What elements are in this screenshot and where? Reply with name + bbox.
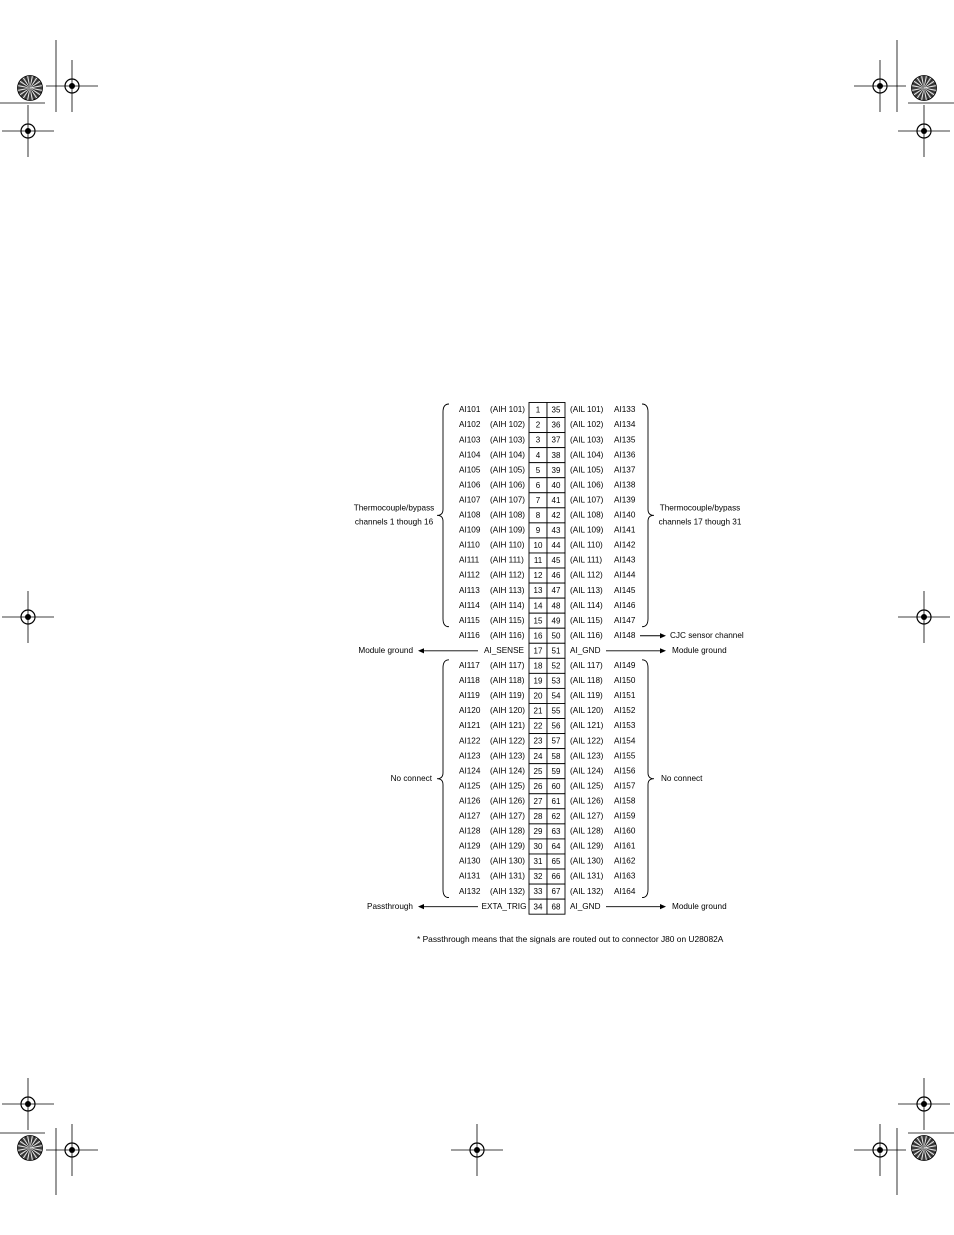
pin-number: 48 — [551, 601, 561, 611]
pin-number: 12 — [533, 571, 543, 581]
pin-number: 19 — [533, 676, 543, 686]
ail-label: (AIL 127) — [570, 811, 604, 821]
right-channel-label: AI156 — [614, 766, 636, 776]
annotation-module-ground-trig: Module ground — [672, 901, 727, 911]
pin-number: 15 — [533, 616, 543, 626]
left-channel-label: AI129 — [459, 841, 481, 851]
pin-number: 58 — [551, 751, 561, 761]
aih-label: (AIH 105) — [490, 465, 526, 475]
pin-number: 60 — [551, 781, 561, 791]
pin-number: 37 — [551, 435, 561, 445]
annotation-thermocouple-left: Thermocouple/bypass — [353, 503, 435, 513]
aih-label: (AIH 111) — [490, 555, 524, 565]
ail-label: (AIL 131) — [570, 871, 604, 881]
left-channel-label: AI101 — [459, 405, 481, 415]
ail-label: (AIL 102) — [570, 420, 604, 430]
pin-number: 56 — [551, 721, 561, 731]
pin-number: 10 — [533, 541, 543, 551]
right-channel-label: AI133 — [614, 405, 636, 415]
pin-number: 28 — [533, 811, 543, 821]
pin-number: 36 — [551, 420, 561, 430]
left-brace-thermocouple — [437, 404, 449, 627]
left-channel-label: AI116 — [459, 630, 480, 640]
pin-number: 66 — [551, 872, 561, 882]
ail-label: (AIL 124) — [570, 766, 604, 776]
pin-number: 5 — [535, 465, 541, 475]
ail-label: (AIL 125) — [570, 781, 604, 791]
footnote: * Passthrough means that the signals are routed out to connector J80 on U28082A — [417, 934, 724, 944]
ail-label: (AIL 121) — [570, 721, 604, 731]
ail-label: (AIL 111) — [570, 555, 603, 565]
right-channel-label: AI158 — [614, 796, 636, 806]
aih-label: (AIH 127) — [490, 811, 526, 821]
pin-number: 57 — [551, 736, 561, 746]
pin-number: 65 — [551, 857, 561, 867]
right-channel-label: AI139 — [614, 495, 636, 505]
aih-label: (AIH 125) — [490, 781, 526, 791]
pin-number: 33 — [533, 887, 543, 897]
annotation-thermocouple-right: channels 17 though 31 — [658, 517, 742, 527]
left-channel-label: AI115 — [459, 615, 480, 625]
pin-number: 14 — [533, 601, 543, 611]
pin-number: 43 — [551, 526, 561, 536]
pin-number: 39 — [551, 465, 561, 475]
pin-number: 2 — [535, 420, 541, 430]
aih-label: (AIH 128) — [490, 826, 526, 836]
left-channel-label: AI126 — [459, 796, 481, 806]
left-channel-label: AI131 — [459, 871, 481, 881]
pin-number: 4 — [535, 450, 541, 460]
left-channel-label: AI103 — [459, 435, 481, 445]
pin-number: 46 — [551, 571, 561, 581]
annotation-thermocouple-right: Thermocouple/bypass — [659, 503, 741, 513]
ail-label: (AIL 112) — [570, 570, 603, 580]
ail-label: (AIL 113) — [570, 585, 603, 595]
ail-label: (AIL 106) — [570, 480, 604, 490]
aih-label: (AIH 130) — [490, 856, 526, 866]
pin-number: 38 — [551, 450, 561, 460]
ail-label: (AIL 126) — [570, 796, 604, 806]
right-brace-no-connect — [642, 660, 654, 898]
annotation-passthrough: Passthrough — [367, 901, 413, 911]
ail-label: (AIL 132) — [570, 886, 604, 896]
right-channel-label: AI159 — [614, 811, 636, 821]
aih-label: (AIH 124) — [490, 766, 526, 776]
aih-label: (AIH 102) — [490, 420, 526, 430]
right-channel-label: AI148 — [614, 630, 636, 640]
pin-number: 51 — [551, 646, 561, 656]
pin-number: 23 — [533, 736, 543, 746]
left-channel-label: AI124 — [459, 766, 481, 776]
pin-number: 6 — [535, 480, 541, 490]
aih-label: (AIH 121) — [490, 721, 526, 731]
aih-label: (AIH 131) — [490, 871, 526, 881]
right-channel-label: AI160 — [614, 826, 636, 836]
ail-label: (AIL 128) — [570, 826, 604, 836]
aih-label: (AIH 132) — [490, 886, 526, 896]
ail-label: (AIL 119) — [570, 691, 603, 701]
pin-number: 18 — [533, 661, 543, 671]
ail-label: (AIL 115) — [570, 615, 603, 625]
aih-label: (AIH 113) — [490, 585, 525, 595]
arrow-module-ground-left — [418, 648, 478, 653]
left-channel-label: AI123 — [459, 751, 481, 761]
left-channel-label: AI106 — [459, 480, 481, 490]
left-channel-label: AI104 — [459, 450, 481, 460]
arrow-module-ground-trig — [606, 904, 666, 909]
aih-label: (AIH 107) — [490, 495, 526, 505]
right-channel-label: AI153 — [614, 721, 636, 731]
aih-label: (AIH 120) — [490, 706, 526, 716]
right-channel-label: AI163 — [614, 871, 636, 881]
pin-number: 20 — [533, 691, 543, 701]
right-channel-label: AI136 — [614, 450, 636, 460]
ail-label: (AIL 114) — [570, 600, 603, 610]
aih-label: (AIH 126) — [490, 796, 526, 806]
ail-label: (AIL 118) — [570, 676, 603, 686]
aih-label: (AIH 117) — [490, 661, 525, 671]
left-channel-label: AI132 — [459, 886, 481, 896]
pin-number: 17 — [533, 646, 543, 656]
aih-label: (AIH 109) — [490, 525, 526, 535]
aih-label: (AIH 103) — [490, 435, 526, 445]
ail-label: (AIL 108) — [570, 510, 604, 520]
pin-number: 9 — [535, 526, 541, 536]
left-channel-label: AI121 — [459, 721, 481, 731]
pin-number: 7 — [535, 495, 541, 505]
pin-number: 31 — [533, 857, 543, 867]
ail-label: (AIL 123) — [570, 751, 604, 761]
pin-number: 53 — [551, 676, 561, 686]
right-channel-label: AI137 — [614, 465, 636, 475]
aih-label: (AIH 106) — [490, 480, 526, 490]
arrow-passthrough — [418, 904, 478, 909]
right-channel-label: AI146 — [614, 600, 636, 610]
aih-label: (AIH 104) — [490, 450, 526, 460]
ail-label: (AIL 122) — [570, 736, 604, 746]
pin-number: 32 — [533, 872, 543, 882]
right-channel-label: AI145 — [614, 585, 636, 595]
ail-label: (AIL 110) — [570, 540, 603, 550]
pin-number: 26 — [533, 781, 543, 791]
right-brace-thermocouple — [642, 404, 654, 627]
right-channel-label: AI142 — [614, 540, 636, 550]
aih-label: (AIH 110) — [490, 540, 525, 550]
pin-number: 61 — [551, 796, 561, 806]
pin-number: 40 — [551, 480, 561, 490]
left-channel-label: AI125 — [459, 781, 481, 791]
right-channel-label: AI157 — [614, 781, 636, 791]
right-channel-label: AI155 — [614, 751, 636, 761]
aih-label: (AIH 118) — [490, 676, 525, 686]
pin-number: 63 — [551, 827, 561, 837]
left-channel-label: AI118 — [459, 676, 480, 686]
ail-label: (AIL 101) — [570, 405, 604, 415]
pin-number: 47 — [551, 586, 561, 596]
annotation-module-ground-left: Module ground — [358, 645, 413, 655]
ail-label: (AIL 129) — [570, 841, 604, 851]
arrow-cjc — [640, 633, 666, 638]
ail-label: (AIL 105) — [570, 465, 604, 475]
pin-number: 16 — [533, 631, 543, 641]
aih-label: (AIH 129) — [490, 841, 526, 851]
pin-number: 25 — [533, 766, 543, 776]
annotation-cjc-sensor: CJC sensor channel — [670, 630, 744, 640]
right-channel-label: AI134 — [614, 420, 636, 430]
right-channel-label: AI152 — [614, 706, 636, 716]
pin-number: 30 — [533, 842, 543, 852]
aih-label: (AIH 112) — [490, 570, 525, 580]
pin-number: 27 — [533, 796, 543, 806]
left-channel-label: AI127 — [459, 811, 481, 821]
aih-label: (AIH 119) — [490, 691, 525, 701]
pin-number: 11 — [533, 556, 543, 566]
right-channel-label: AI150 — [614, 676, 636, 686]
pin-number: 55 — [551, 706, 561, 716]
pin-number: 24 — [533, 751, 543, 761]
pin-number: 42 — [551, 510, 561, 520]
pin-number: 64 — [551, 842, 561, 852]
ai-gnd-label: AI_GND — [570, 645, 601, 655]
right-channel-label: AI141 — [614, 525, 636, 535]
pin-number: 21 — [533, 706, 543, 716]
ai-gnd-label: AI_GND — [570, 901, 601, 911]
ail-label: (AIL 109) — [570, 525, 604, 535]
ai-sense-label: AI_SENSE — [483, 645, 525, 655]
annotation-no-connect-left: No connect — [390, 773, 432, 783]
right-channel-label: AI138 — [614, 480, 636, 490]
ail-label: (AIL 103) — [570, 435, 604, 445]
annotation-module-ground-right: Module ground — [672, 645, 727, 655]
ail-label: (AIL 120) — [570, 706, 604, 716]
annotation-thermocouple-left: channels 1 though 16 — [354, 517, 434, 527]
pin-number: 8 — [535, 510, 541, 520]
right-channel-label: AI140 — [614, 510, 636, 520]
left-channel-label: AI117 — [459, 661, 480, 671]
left-channel-label: AI119 — [459, 691, 480, 701]
left-channel-label: AI102 — [459, 420, 481, 430]
left-channel-label: AI110 — [459, 540, 480, 550]
pin-number: 45 — [551, 556, 561, 566]
pin-number: 41 — [551, 495, 561, 505]
pin-number: 54 — [551, 691, 561, 701]
aih-label: (AIH 108) — [490, 510, 526, 520]
aih-label: (AIH 115) — [490, 615, 525, 625]
pin-number: 1 — [535, 405, 541, 415]
pin-number: 3 — [535, 435, 541, 445]
pin-number: 34 — [533, 902, 543, 912]
aih-label: (AIH 122) — [490, 736, 526, 746]
left-channel-label: AI122 — [459, 736, 481, 746]
annotation-no-connect-right: No connect — [661, 773, 703, 783]
left-channel-label: AI130 — [459, 856, 481, 866]
right-channel-label: AI149 — [614, 661, 636, 671]
pin-number: 35 — [551, 405, 561, 415]
exta-trig-label: EXTA_TRIG — [481, 901, 527, 911]
right-channel-label: AI161 — [614, 841, 636, 851]
ail-label: (AIL 104) — [570, 450, 604, 460]
right-channel-label: AI143 — [614, 555, 636, 565]
ail-label: (AIL 130) — [570, 856, 604, 866]
right-channel-label: AI135 — [614, 435, 636, 445]
pin-number: 13 — [533, 586, 543, 596]
left-channel-label: AI111 — [459, 555, 480, 565]
right-channel-label: AI162 — [614, 856, 636, 866]
pin-number: 29 — [533, 827, 543, 837]
left-channel-label: AI109 — [459, 525, 481, 535]
pin-number: 52 — [551, 661, 561, 671]
left-channel-label: AI107 — [459, 495, 481, 505]
arrow-module-ground-right — [606, 648, 666, 653]
left-channel-label: AI108 — [459, 510, 481, 520]
pin-number: 44 — [551, 541, 561, 551]
right-channel-label: AI151 — [614, 691, 636, 701]
left-channel-label: AI105 — [459, 465, 481, 475]
right-channel-label: AI164 — [614, 886, 636, 896]
aih-label: (AIH 101) — [490, 405, 526, 415]
left-channel-label: AI113 — [459, 585, 480, 595]
aih-label: (AIH 123) — [490, 751, 526, 761]
pin-number: 68 — [551, 902, 561, 912]
pin-number: 49 — [551, 616, 561, 626]
pin-number: 62 — [551, 811, 561, 821]
aih-label: (AIH 116) — [490, 630, 525, 640]
pin-number: 22 — [533, 721, 543, 731]
left-brace-no-connect — [437, 660, 449, 898]
right-channel-label: AI147 — [614, 615, 636, 625]
ail-label: (AIL 117) — [570, 661, 603, 671]
pin-number: 59 — [551, 766, 561, 776]
left-channel-label: AI112 — [459, 570, 480, 580]
right-channel-label: AI144 — [614, 570, 636, 580]
pin-number: 50 — [551, 631, 561, 641]
left-channel-label: AI114 — [459, 600, 480, 610]
pin-number: 67 — [551, 887, 561, 897]
ail-label: (AIL 107) — [570, 495, 604, 505]
left-channel-label: AI120 — [459, 706, 481, 716]
ail-label: (AIL 116) — [570, 630, 603, 640]
right-channel-label: AI154 — [614, 736, 636, 746]
aih-label: (AIH 114) — [490, 600, 525, 610]
left-channel-label: AI128 — [459, 826, 481, 836]
